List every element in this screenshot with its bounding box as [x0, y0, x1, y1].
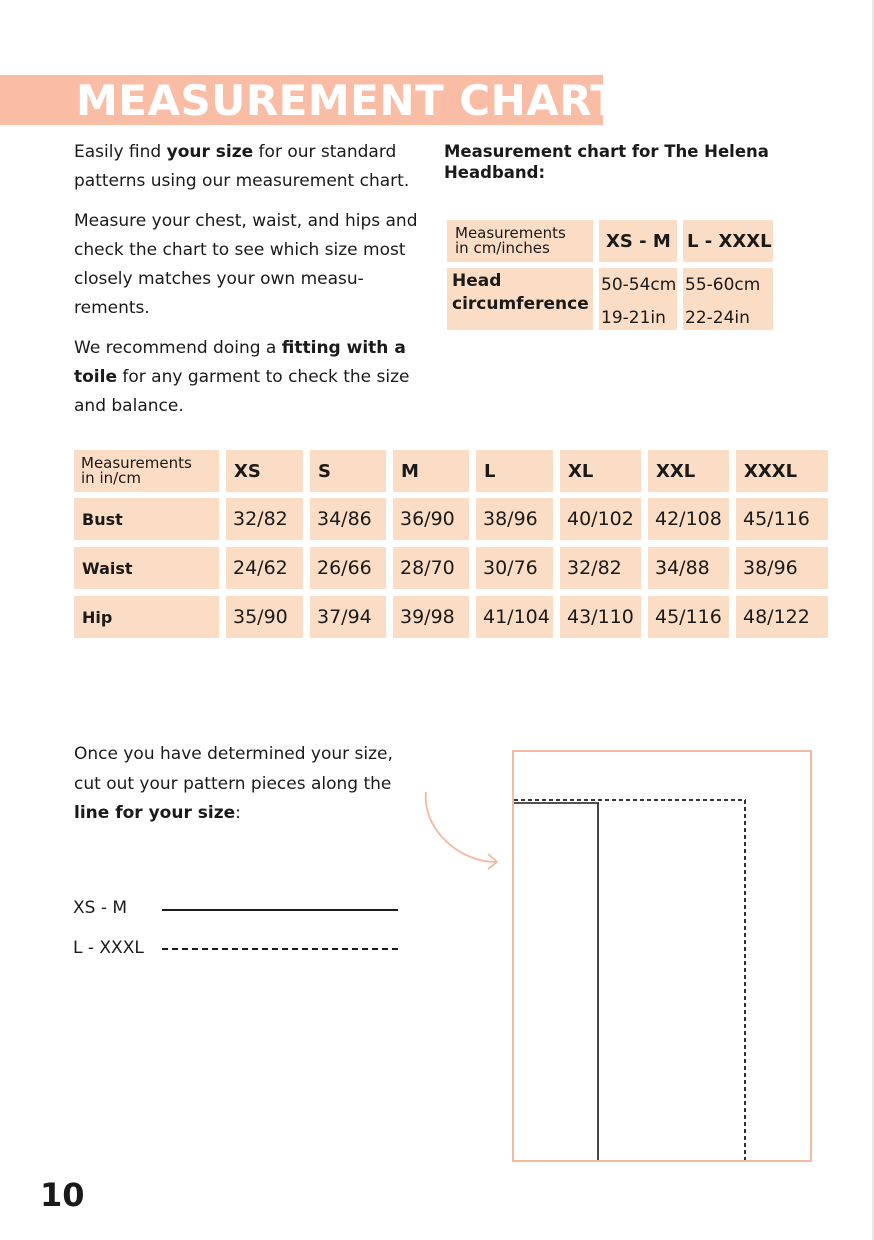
size-header-xl: XL: [560, 450, 641, 492]
table-cell: 42/108: [648, 498, 729, 540]
pattern-piece-illustration: [510, 748, 815, 1164]
headband-row-label: Head circumference: [447, 268, 593, 330]
table-cell: 30/76: [476, 547, 553, 589]
legend-label-dashed: L - XXXL: [73, 938, 144, 958]
cutting-instructions: Once you have determined your size, cut out your pattern pieces along the line for your size:: [74, 744, 393, 823]
intro-text: [74, 138, 424, 432]
table-cell: 38/96: [476, 498, 553, 540]
row-label-hip: Hip: [74, 596, 219, 638]
headband-chart-title: Measurement chart for The Helena Headband:: [444, 142, 769, 182]
headband-value-cell: 50-54cm 19-21in: [599, 268, 677, 330]
table-cell: 37/94: [310, 596, 386, 638]
table-cell: 32/82: [560, 547, 641, 589]
size-header-xs: XS: [226, 450, 303, 492]
intro-paragraph-2: Measure your chest, waist, and hips and check the chart to see which size most closely matches your own measu-rements.: [74, 210, 418, 319]
size-header-xxl: XXL: [648, 450, 729, 492]
table-cell: 26/66: [310, 547, 386, 589]
curved-arrow-icon: [418, 788, 504, 872]
table-cell: 40/102: [560, 498, 641, 540]
table-cell: 48/122: [736, 596, 828, 638]
intro-paragraph-1: Easily find your size for our standard patterns using our measurement chart.: [74, 142, 410, 192]
size-header-m: M: [393, 450, 469, 492]
headband-size-header: L - XXXL: [683, 220, 773, 262]
table-cell: 45/116: [648, 596, 729, 638]
main-table-corner-cell: Measurements in in/cm: [74, 450, 219, 492]
table-cell: 38/96: [736, 547, 828, 589]
table-cell: 32/82: [226, 498, 303, 540]
row-label-waist: Waist: [74, 547, 219, 589]
solid-line-sample: [162, 909, 398, 911]
size-header-xxxl: XXXL: [736, 450, 828, 492]
headband-value-cell: 55-60cm 22-24in: [683, 268, 773, 330]
page-number: 10: [40, 1176, 85, 1214]
table-cell: 39/98: [393, 596, 469, 638]
table-cell: 24/62: [226, 547, 303, 589]
table-cell: 41/104: [476, 596, 553, 638]
table-cell: 34/86: [310, 498, 386, 540]
table-cell: 43/110: [560, 596, 641, 638]
table-cell: 45/116: [736, 498, 828, 540]
page-title: MEASUREMENT CHART: [76, 76, 620, 125]
size-header-s: S: [310, 450, 386, 492]
intro-paragraph-3: We recommend doing a fitting with a toile for any garment to check the size and balance.: [74, 337, 410, 417]
dashed-line-sample: [162, 948, 398, 950]
headband-corner-cell: Measurements in cm/inches: [447, 220, 593, 262]
table-cell: 34/88: [648, 547, 729, 589]
table-cell: 28/70: [393, 547, 469, 589]
table-cell: 35/90: [226, 596, 303, 638]
size-header-l: L: [476, 450, 553, 492]
table-cell: 36/90: [393, 498, 469, 540]
headband-size-header: XS - M: [599, 220, 677, 262]
row-label-bust: Bust: [74, 498, 219, 540]
legend-label-solid: XS - M: [73, 898, 128, 918]
